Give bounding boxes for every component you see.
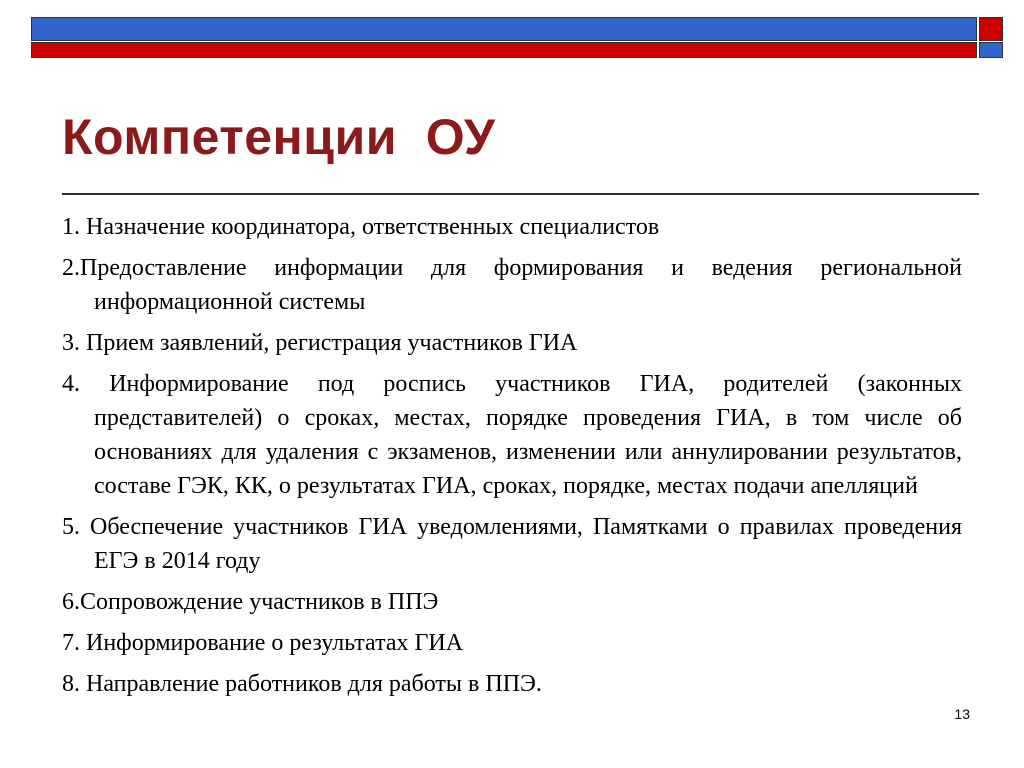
list-item-3: 3. Прием заявлений, регистрация участников ГИА (62, 330, 578, 356)
header-bar-red (31, 42, 977, 58)
header-bar-blue (31, 17, 977, 41)
slide-title: Компетенции ОУ (62, 109, 496, 165)
list-item-5: 5. Обеспечение участников ГИА уведомлениями, Памятками о правилах проведения ЕГЭ в 2014 году (62, 514, 962, 574)
list-item-6: 6.Сопровождение участников в ППЭ (62, 589, 439, 615)
header-square-red (979, 17, 1003, 41)
list-item-1: 1. Назначение координатора, ответственных специалистов (62, 214, 660, 240)
page-number: 13 (954, 706, 970, 722)
list-item-4: 4. Информирование под роспись участников ГИА, родителей (законных представителей) о сроках, местах, порядке проведения ГИА, в том числе об основаниях для удаления с экзаменов, изменении или аннулировании результатов, составе ГЭК, КК, о результатах ГИА, сроках, порядке, местах подачи апелляций (62, 371, 962, 499)
list-item-2: 2.Предоставление информации для формирования и ведения региональной информационной системы (62, 255, 962, 315)
list-item-8: 8. Направление работников для работы в ППЭ. (62, 671, 542, 697)
header-square-blue (979, 42, 1003, 58)
competency-list (62, 210, 962, 708)
list-item-7: 7. Информирование о результатах ГИА (62, 630, 464, 656)
title-divider (62, 193, 979, 195)
